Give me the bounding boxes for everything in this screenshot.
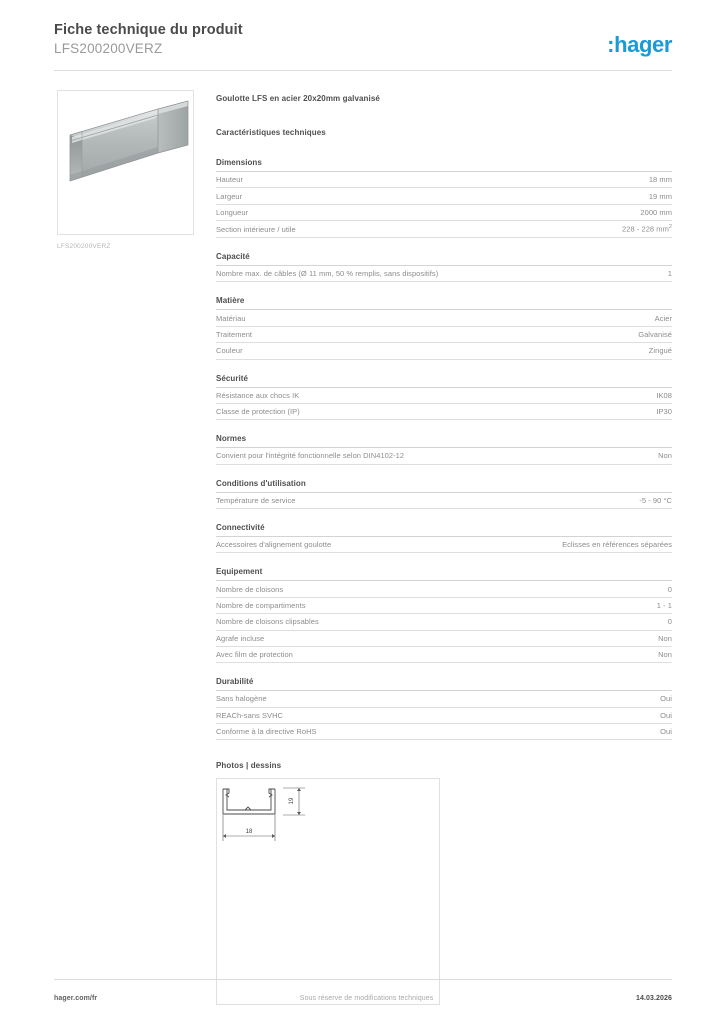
spec-label: Sans halogène	[216, 694, 267, 704]
drawings-heading: Photos | dessins	[216, 761, 282, 771]
spec-row	[216, 724, 672, 740]
spec-label: Température de service	[216, 495, 296, 505]
spec-label: Matériau	[216, 313, 246, 323]
spec-value: 18 mm	[648, 175, 672, 185]
spec-label: Nombre de compartiments	[216, 600, 306, 610]
spec-value: IK08	[656, 390, 672, 400]
drawing-width-label: 18	[245, 829, 253, 836]
spec-value: Oui	[660, 694, 672, 704]
product-image	[57, 90, 194, 235]
spec-group-title: Capacité	[216, 252, 672, 266]
spec-group-title: Conditions d'utilisation	[216, 479, 672, 493]
spec-row	[216, 708, 672, 724]
product-image-caption: LFS200200VERZ	[57, 243, 111, 250]
spec-value: 1	[667, 269, 672, 279]
spec-label: Nombre de cloisons clipsables	[216, 617, 319, 627]
spec-value: Acier	[654, 313, 672, 323]
spec-label: Couleur	[216, 346, 243, 356]
product-reference: LFS200200VERZ	[54, 41, 163, 56]
spec-label: Nombre de cloisons	[216, 584, 284, 594]
spec-group	[216, 252, 672, 282]
spec-group	[216, 158, 672, 238]
profile-cross-section-drawing	[217, 779, 439, 1004]
spec-value: -5 - 90 °C	[639, 495, 672, 505]
spec-groups	[216, 158, 672, 740]
spec-row	[216, 310, 672, 326]
spec-group-title: Dimensions	[216, 158, 672, 172]
page-header	[54, 22, 672, 70]
spec-value: Eclisses en références séparées	[562, 540, 672, 550]
product-description: Goulotte LFS en acier 20x20mm galvanisé	[216, 94, 380, 103]
spec-label: Nombre max. de câbles (Ø 11 mm, 50 % remplis, sans dispositifs)	[216, 269, 439, 279]
footer-disclaimer: Sous réserve de modifications techniques	[299, 995, 434, 1002]
trunking-illustration	[58, 91, 194, 235]
spec-row	[216, 221, 672, 238]
spec-row	[216, 404, 672, 420]
spec-group-title: Durabilité	[216, 677, 672, 691]
spec-label: Hauteur	[216, 175, 244, 185]
spec-row	[216, 598, 672, 614]
spec-label: Classe de protection (IP)	[216, 407, 300, 417]
spec-row	[216, 388, 672, 404]
spec-row	[216, 691, 672, 707]
spec-value: 0	[667, 584, 672, 594]
spec-row	[216, 188, 672, 204]
spec-label: Conforme à la directive RoHS	[216, 727, 317, 737]
spec-row	[216, 172, 672, 188]
page-footer	[54, 995, 672, 1002]
spec-label: Convient pour l'intégrité fonctionnelle selon DIN4102-12	[216, 451, 405, 461]
spec-label: Section intérieure / utile	[216, 224, 296, 234]
spec-value: 2000 mm	[640, 207, 672, 217]
spec-group	[216, 374, 672, 421]
spec-group	[216, 479, 672, 509]
spec-group	[216, 567, 672, 663]
footer-date: 14.03.2026	[635, 995, 672, 1002]
spec-value: 19 mm	[648, 191, 672, 201]
spec-value-text: 228 - 228 mm	[622, 224, 669, 234]
spec-group	[216, 677, 672, 740]
spec-label: Résistance aux chocs IK	[216, 390, 300, 400]
spec-group-title: Normes	[216, 434, 672, 448]
spec-row	[216, 581, 672, 597]
spec-row	[216, 343, 672, 359]
spec-group-title: Connectivité	[216, 523, 672, 537]
spec-label: Accessoires d'alignement goulotte	[216, 540, 332, 550]
spec-label: Agrafe incluse	[216, 633, 265, 643]
spec-value: Oui	[660, 727, 672, 737]
spec-row	[216, 493, 672, 509]
header-divider	[54, 70, 672, 71]
spec-value: Oui	[660, 710, 672, 720]
spec-row	[216, 647, 672, 663]
spec-group-title: Sécurité	[216, 374, 672, 388]
spec-value-superscript: 2	[668, 224, 672, 231]
spec-row	[216, 327, 672, 343]
spec-value: IP30	[656, 407, 672, 417]
spec-value: Galvanisé	[638, 329, 672, 339]
technical-characteristics-heading: Caractéristiques techniques	[216, 128, 326, 137]
spec-label: Avec film de protection	[216, 650, 293, 660]
footer-divider	[54, 979, 672, 980]
spec-label: Longueur	[216, 207, 249, 217]
spec-label: REACh-sans SVHC	[216, 710, 284, 720]
spec-group	[216, 523, 672, 553]
spec-value: 0	[667, 617, 672, 627]
spec-value	[614, 224, 672, 234]
spec-label: Traitement	[216, 329, 253, 339]
spec-group-title: Matière	[216, 296, 672, 310]
spec-value: 1 - 1	[656, 600, 672, 610]
spec-row	[216, 448, 672, 464]
spec-group-title: Equipement	[216, 567, 672, 581]
technical-drawing-box	[216, 778, 440, 1005]
spec-row	[216, 266, 672, 282]
spec-group	[216, 296, 672, 359]
spec-row	[216, 205, 672, 221]
spec-label: Largeur	[216, 191, 243, 201]
spec-value: Non	[658, 451, 672, 461]
hager-logo: :hager	[607, 32, 672, 57]
spec-row	[216, 537, 672, 553]
spec-row	[216, 614, 672, 630]
specifications-column	[216, 94, 672, 1005]
footer-website[interactable]: hager.com/fr	[54, 995, 98, 1002]
spec-value: Non	[658, 650, 672, 660]
page-title: Fiche technique du produit	[54, 22, 243, 38]
spec-value: Non	[658, 633, 672, 643]
spec-group	[216, 434, 672, 464]
spec-row	[216, 631, 672, 647]
drawing-height-label: 19	[289, 798, 295, 805]
spec-value: Zingué	[648, 346, 672, 356]
